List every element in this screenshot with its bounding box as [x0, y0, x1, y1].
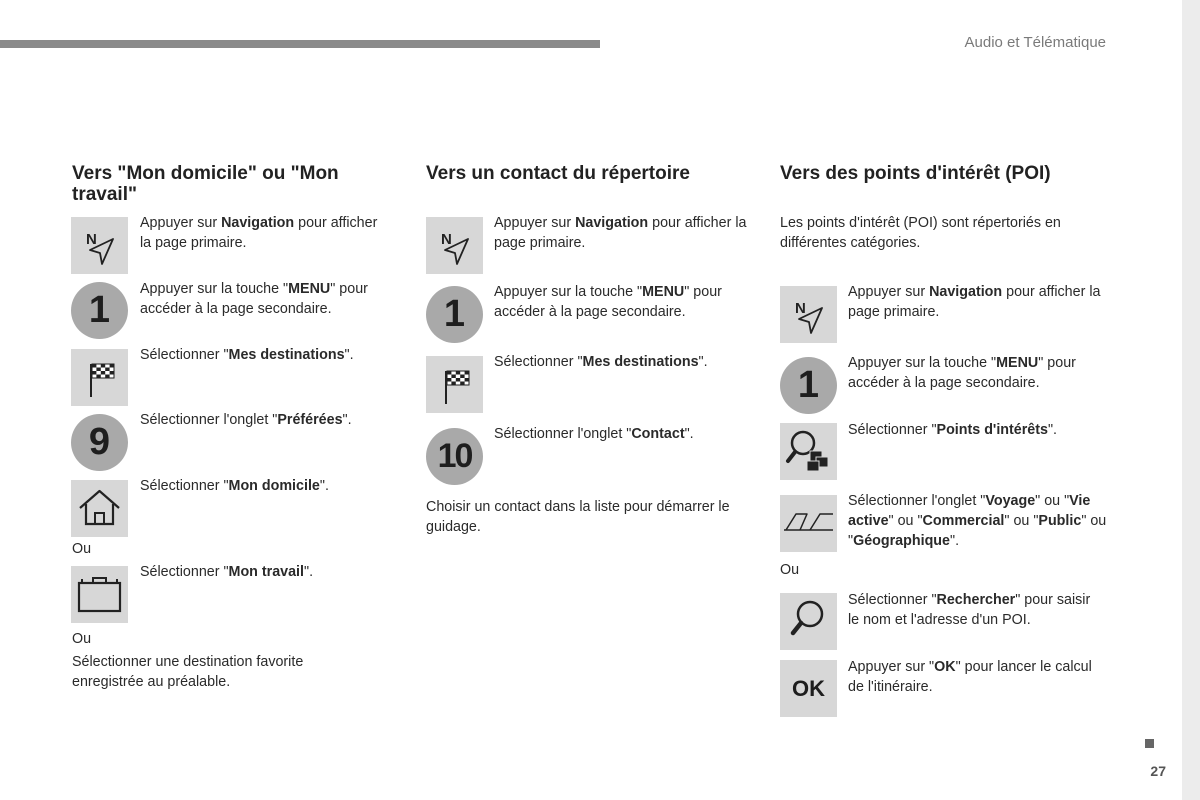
col1-title: Vers "Mon domicile" ou "Mon travail": [72, 163, 339, 205]
col3-step1-text: Appuyer sur Navigation pour afficher la page primaire.: [848, 284, 1101, 320]
col1-step3-text: Sélectionner "Mes destinations".: [140, 347, 354, 363]
col2-title: Vers un contact du répertoire: [426, 163, 690, 184]
col1-step5-text: Sélectionner "Mon domicile".: [140, 478, 329, 494]
navigation-icon: [71, 217, 128, 274]
home-icon: [71, 480, 128, 537]
svg-text:N: N: [86, 231, 97, 248]
step-number-badge: 1: [780, 357, 837, 414]
section-title: Audio et Télématique: [964, 34, 1106, 51]
col3-or-1: Ou: [780, 562, 800, 578]
col3-step4-text: Sélectionner l'onglet "Voyage" ou "Vie active" ou "Commercial" ou "Public" ou "Géographique".: [848, 493, 1107, 549]
header-rule: [0, 40, 600, 48]
svg-text:N: N: [441, 231, 452, 248]
col2-step1-text: Appuyer sur Navigation pour afficher la page primaire.: [494, 215, 747, 251]
page-edge-bar: [1182, 0, 1200, 800]
step-number-badge: 9: [71, 414, 128, 471]
ok-icon: OK: [780, 660, 837, 717]
col3-step3-text: Sélectionner "Points d'intérêts".: [848, 422, 1058, 438]
col3-step2-text: Appuyer sur la touche "MENU" pour accéder à la page secondaire.: [848, 355, 1076, 391]
navigation-icon: [780, 286, 837, 343]
col2-step2-text: Appuyer sur la touche "MENU" pour accéder à la page secondaire.: [494, 284, 722, 320]
poi-search-icon: [780, 423, 837, 480]
briefcase-icon: [71, 566, 128, 623]
col2-step4-text: Sélectionner l'onglet "Contact".: [494, 426, 694, 442]
col1-or-1: Ou: [72, 541, 92, 557]
col1-step7-text: Sélectionner une destination favorite enregistrée au préalable.: [72, 654, 304, 690]
col3-step6-text: Appuyer sur "OK" pour lancer le calcul de l'itinéraire.: [848, 659, 1092, 695]
navigation-icon: [426, 217, 483, 274]
col3-step5-text: Sélectionner "Rechercher" pour saisir le nom et l'adresse d'un POI.: [848, 592, 1091, 628]
col1-step1-text: Appuyer sur Navigation pour afficher la page primaire.: [140, 215, 378, 251]
end-of-section-mark: [1145, 739, 1154, 748]
col3-intro-text: Les points d'intérêt (POI) sont répertoriés en différentes catégories.: [780, 215, 1061, 251]
search-icon: [780, 593, 837, 650]
col3-title: Vers des points d'intérêt (POI): [780, 163, 1051, 184]
col1-or-2: Ou: [72, 631, 92, 647]
checkered-flag-icon: [71, 349, 128, 406]
svg-text:N: N: [795, 300, 806, 317]
col1-step4-text: Sélectionner l'onglet "Préférées".: [140, 412, 352, 428]
checkered-flag-icon: [426, 356, 483, 413]
category-tabs-icon: [780, 495, 837, 552]
col2-step5-text: Choisir un contact dans la liste pour démarrer le guidage.: [426, 499, 730, 535]
col2-step3-text: Sélectionner "Mes destinations".: [494, 354, 708, 370]
col1-step6-text: Sélectionner "Mon travail".: [140, 564, 314, 580]
col1-step2-text: Appuyer sur la touche "MENU" pour accéder à la page secondaire.: [140, 281, 368, 317]
page-number: 27: [1150, 763, 1166, 779]
step-number-badge: 10: [426, 428, 483, 485]
step-number-badge: 1: [71, 282, 128, 339]
step-number-badge: 1: [426, 286, 483, 343]
